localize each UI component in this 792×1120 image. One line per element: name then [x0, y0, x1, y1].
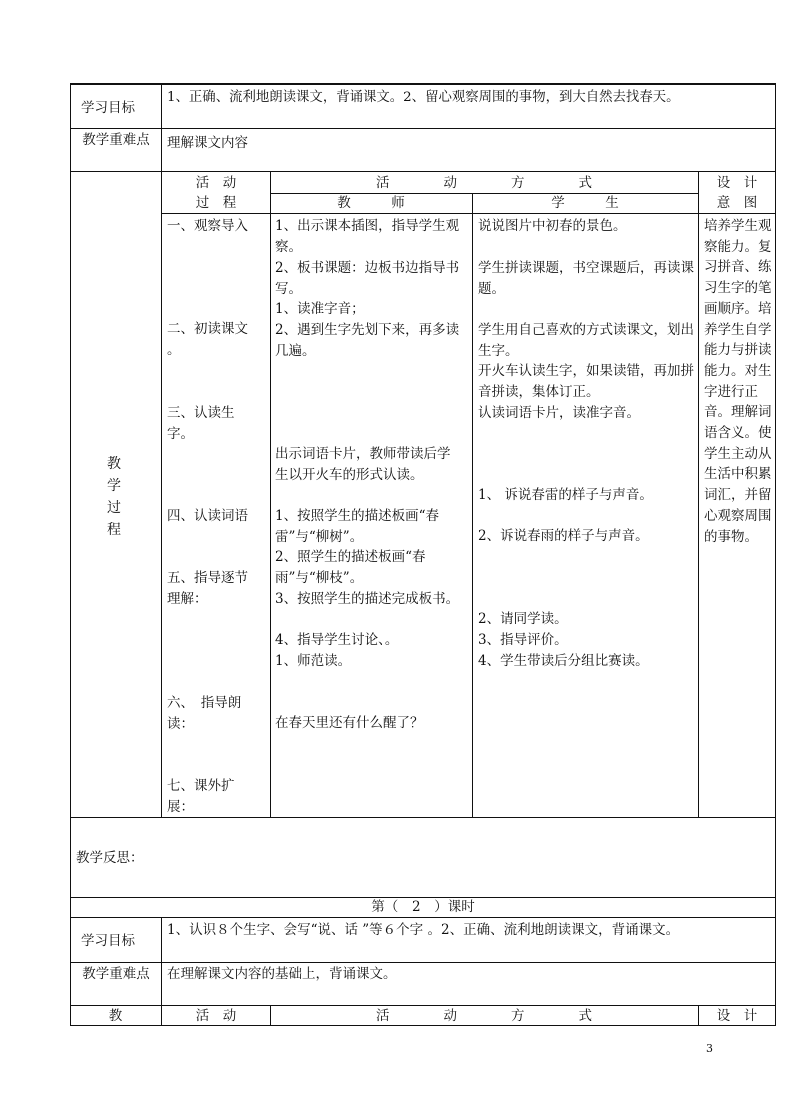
student-line-9: 3、指导评价。: [478, 632, 568, 648]
activity-2: 二、初读课文 。: [167, 321, 248, 358]
teacher-line-5: 出示词语卡片，教师带读后学生以开火车的形式认读。: [275, 446, 451, 483]
student-line-1: 说说图片中初春的景色。: [478, 218, 627, 234]
teacher-line-1: 1、出示课本插图，指导学生观察。: [275, 218, 460, 255]
activity-6: 六、 指导朗读：: [167, 695, 242, 732]
goal-text: 1、正确、流利地朗读课文，背诵课文。2、留心观察周围的事物，到大自然去找春天。: [167, 90, 680, 105]
header-activity-2: 过 程: [195, 195, 237, 211]
activity-5: 五、指导逐节理解：: [167, 570, 248, 607]
lesson2-title-prefix: 第（: [371, 899, 399, 915]
teacher-line-8: 3、按照学生的描述完成板书。: [275, 591, 460, 607]
teacher-line-6: 1、按照学生的描述板画“春雷”与“柳树”。: [275, 508, 439, 545]
page-number: 3: [706, 1042, 713, 1055]
teacher-line-7: 2、照学生的描述板画“春雨”与“柳枝”。: [275, 549, 426, 586]
reflection-label: 教学反思：: [76, 850, 144, 866]
key-text: 理解课文内容: [167, 135, 248, 151]
design-intent: 培养学生观察能力。复习拼音、练习生字的笔画顺序。培养学生自学能力与拼读能力。对生字进行正音。理解词语含义。使学生主动从生活中积累词汇，并留心观察周围的事物。: [704, 218, 772, 545]
student-line-6: 1、 诉说春雷的样子与声音。: [478, 487, 653, 503]
lesson2-title-number: 2: [411, 899, 421, 915]
lesson2-key-text: 在理解课文内容的基础上，背诵课文。: [167, 966, 397, 982]
process-label-text: 教学过程: [107, 456, 121, 538]
process-label: [102, 453, 126, 541]
student-line-2: 学生拼读课题，书空课题后，再读课题。: [478, 260, 694, 297]
header-design-1: 设 计: [716, 175, 758, 191]
header-activity-1: 活 动: [195, 175, 237, 191]
lesson2-bottom-activity: 活 动: [195, 1008, 237, 1024]
lesson2-bottom-method: 活 动 方 式: [376, 1008, 592, 1024]
lesson2-goal-text: 1、认识８个生字、会写“说、话 ”等６个字 。2、正确、流利地朗读课文，背诵课文。: [167, 922, 680, 938]
teacher-line-10: 1、师范读。: [275, 653, 352, 669]
header-method: 活 动 方 式: [376, 175, 592, 191]
teacher-line-11: 在春天里还有什么醒了？: [275, 715, 424, 731]
teacher-line-3: 1、读准字音；: [275, 301, 365, 317]
student-line-8: 2、请同学读。: [478, 611, 568, 627]
lesson2-key-label: 教学重难点: [82, 966, 150, 982]
header-design-2: 意 图: [716, 195, 758, 211]
key-label: 教学重难点: [82, 132, 150, 148]
activity-7: 七、课外扩展：: [167, 778, 235, 815]
lesson2-title: [70, 898, 776, 918]
student-line-5: 认读词语卡片，读准字音。: [478, 405, 640, 421]
lesson2-goal-label: 学习目标: [81, 933, 135, 949]
student-line-7: 2、诉说春雨的样子与声音。: [478, 528, 649, 544]
student-line-3: 学生用自己喜欢的方式读课文，划出生字。: [478, 322, 694, 359]
student-line-10: 4、学生带读后分组比赛读。: [478, 653, 649, 669]
student-line-4: 开火车认读生字，如果读错，再加拼音拼读，集体订正。: [478, 363, 694, 400]
activity-4: 四、认读词语: [167, 508, 248, 524]
activity-1: 一、观察导入: [167, 218, 248, 234]
teacher-line-4: 2、遇到生字先划下来，再多读几遍。: [275, 322, 460, 359]
header-student: 学 生: [551, 195, 619, 211]
teacher-line-2: 2、板书课题：边板书边指导书写。: [275, 260, 460, 297]
activity-3: 三、认读生字。: [167, 405, 235, 442]
goal-label: 学习目标: [81, 100, 135, 116]
lesson2-bottom-label: 教: [108, 1008, 123, 1024]
header-teacher: 教 师: [337, 195, 405, 211]
teacher-line-9: 4、指导学生讨论、。: [275, 632, 399, 648]
lesson2-bottom-design: 设 计: [716, 1008, 758, 1024]
lesson2-title-suffix: ）课时: [434, 899, 475, 915]
